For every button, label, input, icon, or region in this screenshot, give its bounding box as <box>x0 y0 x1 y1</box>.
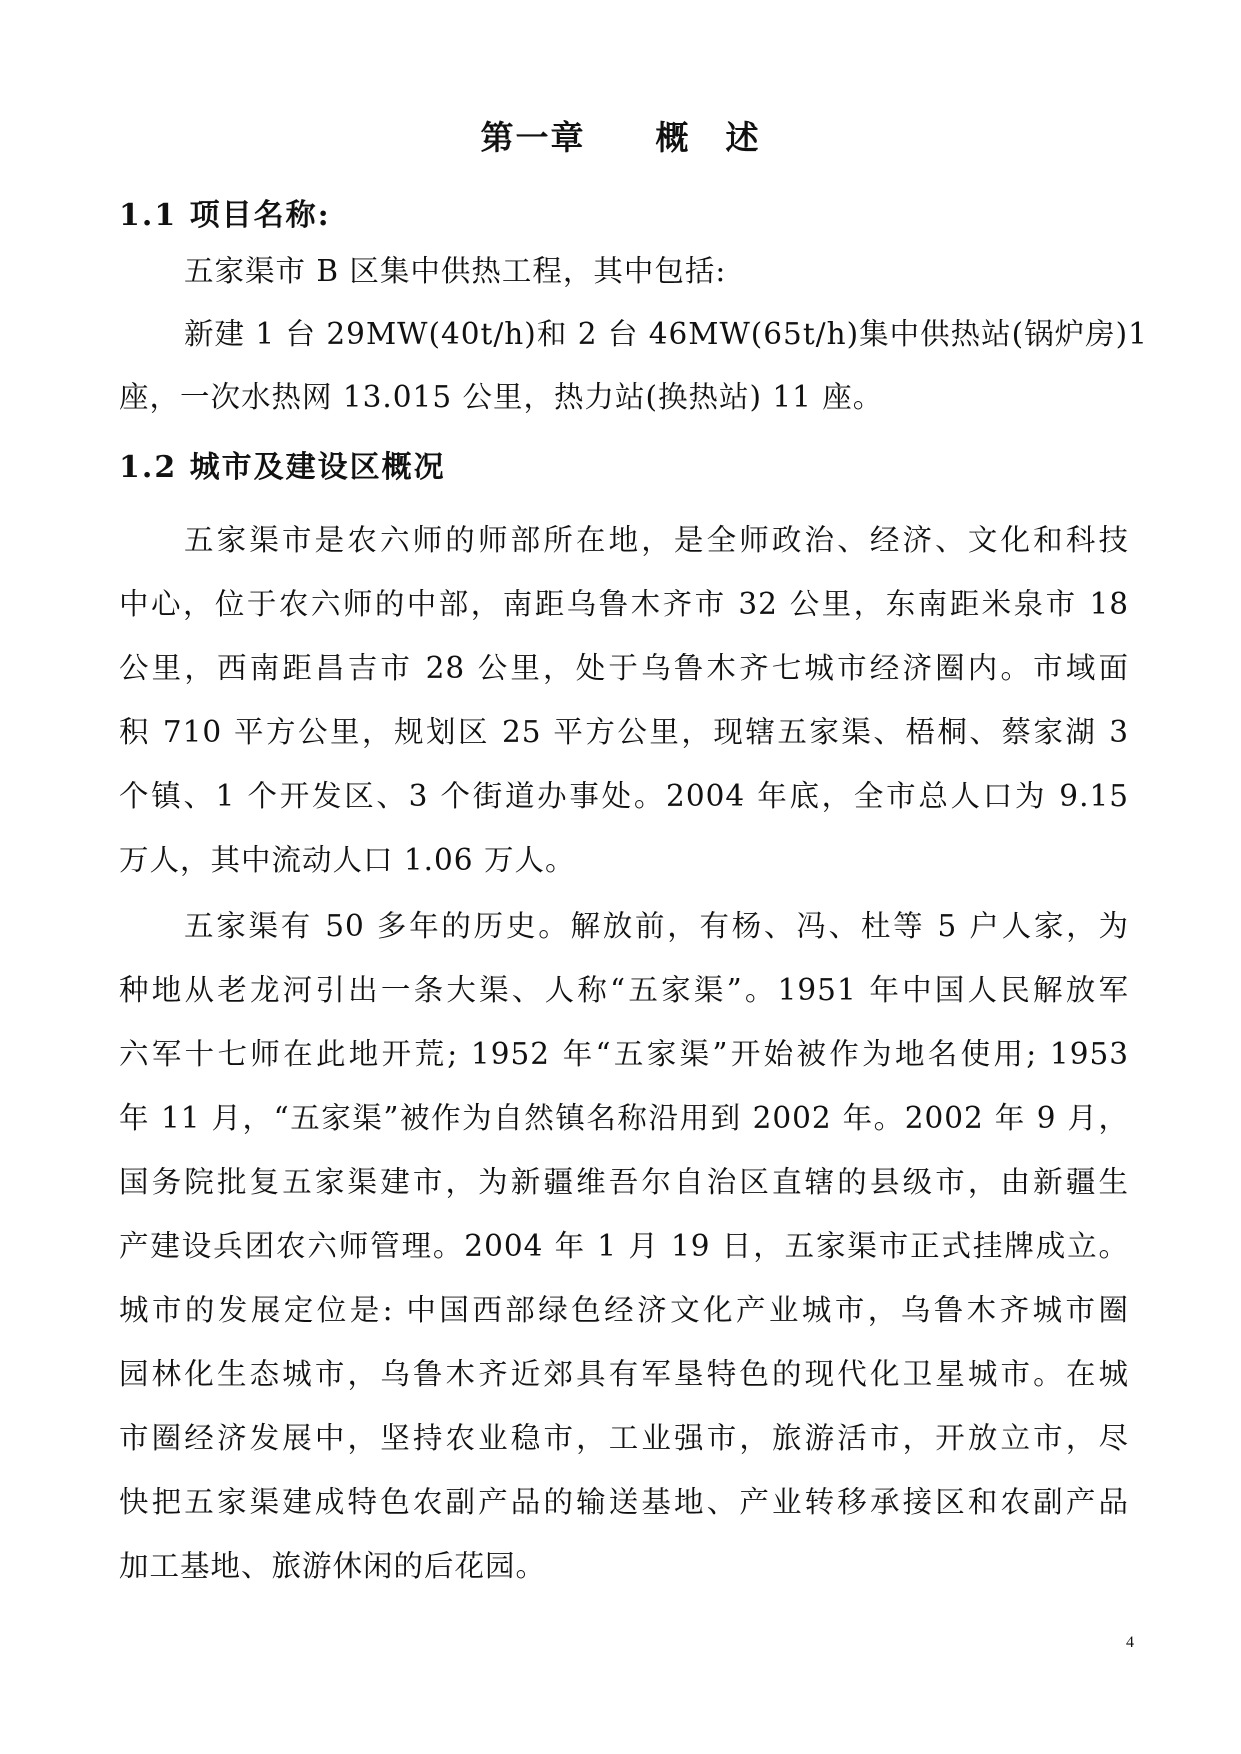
page-number: 4 <box>1126 1634 1134 1651</box>
paragraph-line: 园林化生态城市，乌鲁木齐近郊具有军垦特色的现代化卫星城市。在城 <box>119 1357 1129 1391</box>
paragraph-line: 市圈经济发展中，坚持农业稳市，工业强市，旅游活市，开放立市，尽 <box>119 1421 1129 1455</box>
section-heading-1-1: 1.1 项目名称: <box>119 198 331 233</box>
paragraph-line: 国务院批复五家渠建市，为新疆维吾尔自治区直辖的县级市，由新疆生 <box>119 1165 1129 1199</box>
paragraph-line: 种地从老龙河引出一条大渠、人称“五家渠”。1951 年中国人民解放军 <box>119 973 1129 1007</box>
paragraph-line: 积 710 平方公里，规划区 25 平方公里，现辖五家渠、梧桐、蔡家湖 3 <box>119 715 1129 749</box>
paragraph-line: 个镇、1 个开发区、3 个街道办事处。2004 年底，全市总人口为 9.15 <box>119 779 1129 813</box>
paragraph-line: 五家渠市 B 区集中供热工程，其中包括: <box>184 254 727 288</box>
paragraph-line: 公里，西南距昌吉市 28 公里，处于乌鲁木齐七城市经济圈内。市域面 <box>119 651 1129 685</box>
section-heading-1-2: 1.2 城市及建设区概况 <box>119 450 446 485</box>
paragraph-line: 座，一次水热网 13.015 公里，热力站(换热站) 11 座。 <box>119 380 884 414</box>
paragraph-line: 新建 1 台 29MW(40t/h)和 2 台 46MW(65t/h)集中供热站(锅炉房)1 <box>184 317 1148 351</box>
paragraph-line: 万人，其中流动人口 1.06 万人。 <box>119 843 576 877</box>
paragraph-line: 五家渠有 50 多年的历史。解放前，有杨、冯、杜等 5 户人家，为 <box>184 909 1129 943</box>
paragraph-line: 中心，位于农六师的中部，南距乌鲁木齐市 32 公里，东南距米泉市 18 <box>119 587 1129 621</box>
paragraph-line: 快把五家渠建成特色农副产品的输送基地、产业转移承接区和农副产品 <box>119 1485 1129 1519</box>
paragraph-line: 产建设兵团农六师管理。2004 年 1 月 19 日，五家渠市正式挂牌成立。 <box>119 1229 1129 1263</box>
paragraph-line: 城市的发展定位是: 中国西部绿色经济文化产业城市，乌鲁木齐城市圈 <box>119 1293 1129 1327</box>
paragraph-line: 六军十七师在此地开荒; 1952 年“五家渠”开始被作为地名使用; 1953 <box>119 1037 1129 1071</box>
chapter-title: 第一章 概 述 <box>480 118 761 157</box>
paragraph-line: 加工基地、旅游休闲的后花园。 <box>119 1549 547 1583</box>
paragraph-line: 年 11 月，“五家渠”被作为自然镇名称沿用到 2002 年。2002 年 9 月， <box>119 1101 1129 1135</box>
paragraph-line: 五家渠市是农六师的师部所在地，是全师政治、经济、文化和科技 <box>184 523 1129 557</box>
